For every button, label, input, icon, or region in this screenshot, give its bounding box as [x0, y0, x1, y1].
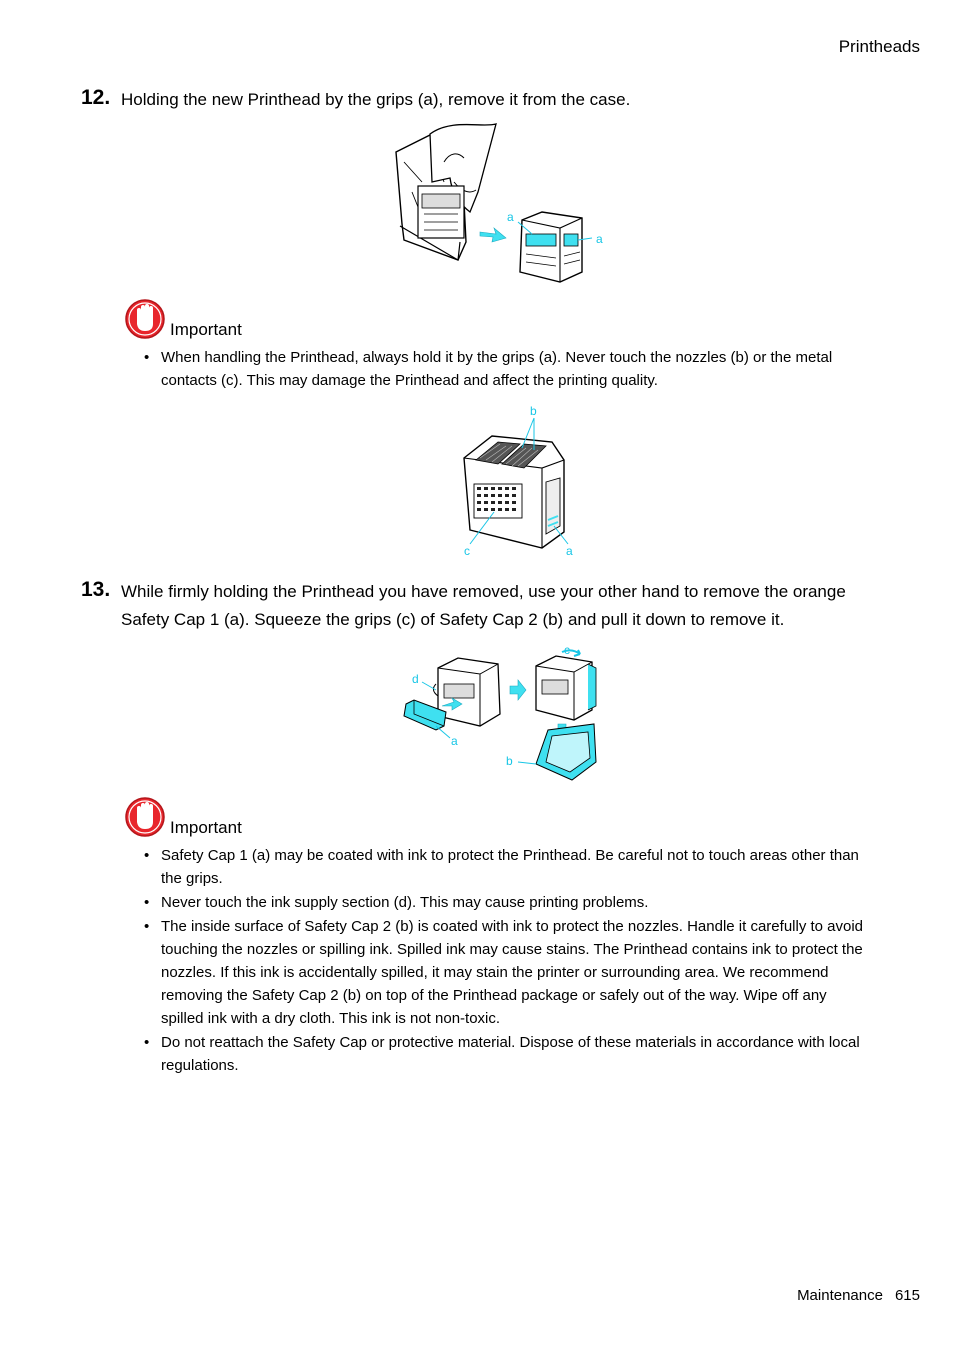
- step-number: 12.: [81, 86, 111, 109]
- section-title: Printheads: [838, 37, 920, 56]
- note-text: Do not reattach the Safety Cap or protective material. Dispose of these materials in accordance with local regulations.: [161, 1034, 860, 1074]
- figure-remove-safety-caps: [402, 644, 608, 786]
- callout-label: a: [451, 734, 458, 748]
- list-item: [144, 1031, 864, 1077]
- callout-label: b: [530, 404, 537, 418]
- list-item: [144, 915, 864, 1030]
- bullet: •: [144, 918, 150, 935]
- step-text: Holding the new Printhead by the grips (a), remove it from the case.: [121, 90, 631, 109]
- bullet: •: [144, 349, 150, 366]
- bullet: •: [144, 847, 150, 864]
- figure-printhead-parts: [456, 402, 584, 560]
- stop-hand-icon: [124, 796, 166, 838]
- stop-hand-icon: [124, 298, 166, 340]
- list-item: [144, 844, 864, 890]
- figure-remove-printhead: [392, 122, 608, 288]
- note-text: When handling the Printhead, always hold it by the grips (a). Never touch the nozzles (b) or the metal contacts (c). This may damage the Printhead and affect the printing quality.: [161, 349, 833, 389]
- important-label: Important: [170, 818, 242, 837]
- step-13: [81, 578, 881, 634]
- page-number: 615: [894, 1287, 920, 1304]
- important-notice: [124, 298, 884, 389]
- step-12: [81, 86, 881, 114]
- callout-label: c: [464, 544, 470, 558]
- bullet: •: [144, 894, 150, 911]
- step-text: While firmly holding the Printhead you have removed, use your other hand to remove the orange Safety Cap 1 (a). Squeeze the grips (c) of Safety Cap 2 (b) and pull it down to remove it.: [121, 582, 846, 629]
- note-text: Never touch the ink supply section (d). This may cause printing problems.: [161, 894, 649, 911]
- important-label: Important: [170, 320, 242, 339]
- list-item: [144, 346, 864, 392]
- callout-label: a: [507, 210, 514, 224]
- callout-label: c: [564, 644, 570, 657]
- bullet: •: [144, 1034, 150, 1051]
- note-text: The inside surface of Safety Cap 2 (b) is coated with ink to protect the nozzles. Handle it carefully to avoid touching the nozzles or spilling ink. Spilled ink may cause stains. The Printhead contains ink to protect the nozzles. If this ink is accidentally spilled, it may stain the printer or surrounding area. We recommend removing the Safety Cap 2 (b) on top of the Printhead package or safely out of the way. Wipe off any spilled ink with a dry cloth. This ink is not non-toxic.: [161, 918, 864, 1027]
- note-text: Safety Cap 1 (a) may be coated with ink to protect the Printhead. Be careful not to touch areas other than the grips.: [161, 847, 859, 887]
- important-notice: [124, 796, 884, 1074]
- step-number: 13.: [81, 578, 111, 601]
- callout-label: a: [566, 544, 573, 558]
- callout-label: a: [596, 232, 603, 246]
- list-item: [144, 891, 864, 914]
- callout-label: b: [506, 754, 513, 768]
- footer-chapter: Maintenance: [797, 1287, 883, 1304]
- callout-label: d: [412, 672, 419, 686]
- page-footer: [797, 1287, 920, 1304]
